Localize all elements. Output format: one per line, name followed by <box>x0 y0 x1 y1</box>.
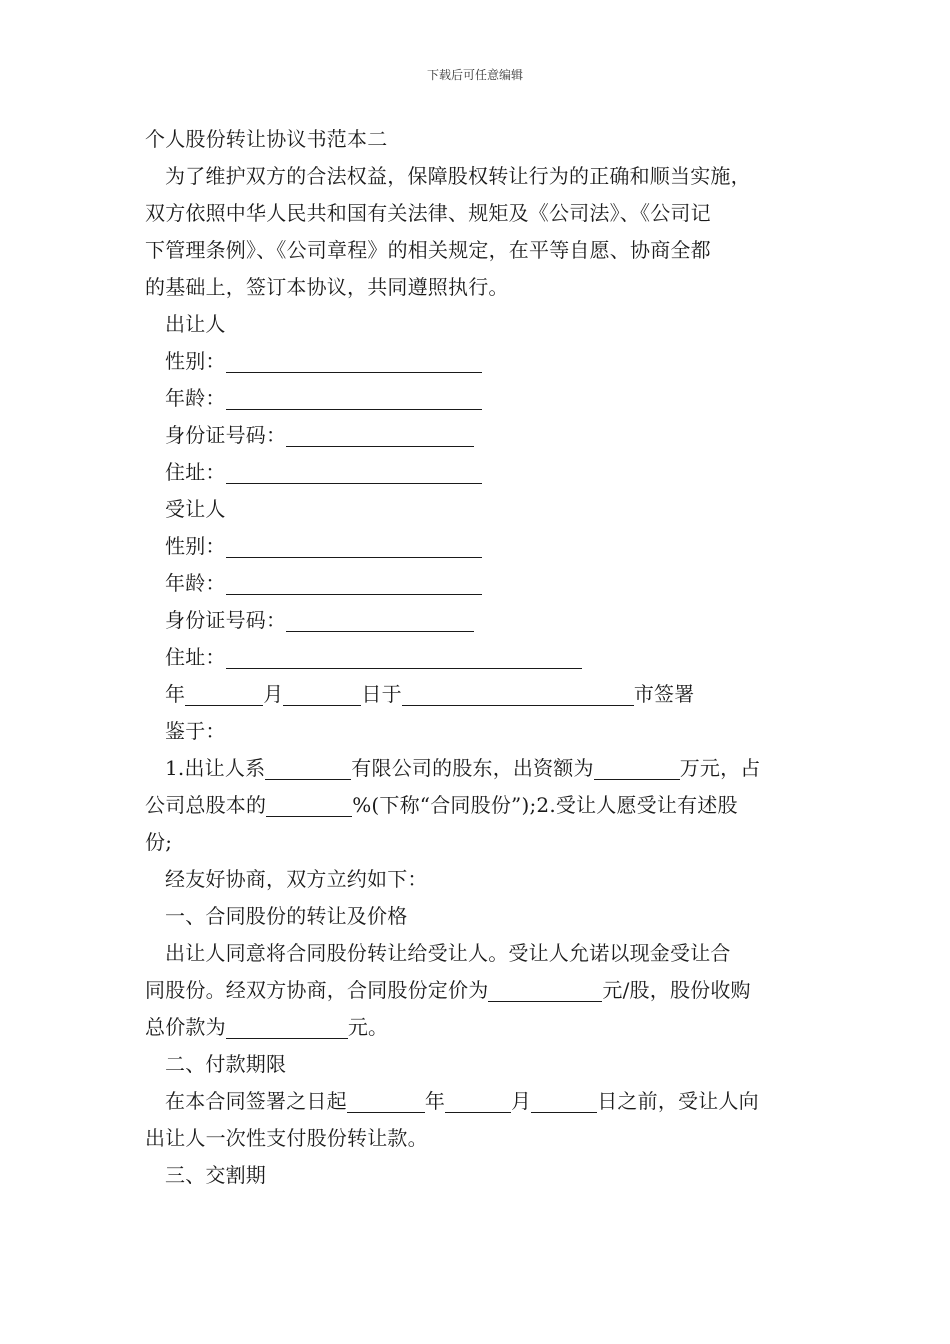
transferee-age-row <box>145 565 815 602</box>
transferee-age-blank <box>226 570 482 595</box>
document-body <box>145 121 815 1194</box>
whereas-label: 鉴于： <box>165 719 226 743</box>
payment-day-blank <box>531 1088 597 1113</box>
clause1-line-1 <box>145 750 815 787</box>
transferor-address-label: 住址： <box>165 460 226 484</box>
payment-month-blank <box>445 1088 511 1113</box>
clause1-text-e: %(下称“合同股份”);2.受让人愿受让有述股 <box>352 793 738 817</box>
transferor-id-label: 身份证号码： <box>165 423 287 447</box>
section2-line-2: 出让人一次性支付股份转让款。 <box>145 1126 428 1150</box>
transferor-age-row <box>145 380 815 417</box>
transferee-id-blank <box>286 607 474 632</box>
clause1-text-a: 1.出让人系 <box>165 756 266 780</box>
section2-text-1b: 年 <box>424 1089 446 1113</box>
transferor-age-blank <box>226 385 482 410</box>
section2-text-1a: 在本合同签署之日起 <box>165 1089 347 1113</box>
section2-heading: 二、付款期限 <box>165 1052 287 1076</box>
transferor-address-row <box>145 454 815 491</box>
transferee-id-label: 身份证号码： <box>165 608 287 632</box>
intro-line-2: 双方依照中华人民共和国有关法律、规矩及《公司法》、《公司记 <box>145 201 711 225</box>
transferor-gender-row <box>145 343 815 380</box>
capital-amount-blank <box>594 755 680 780</box>
section1-line-1: 出让人同意将合同股份转让给受让人。受让人允诺以现金受让合 <box>165 941 731 965</box>
transferor-gender-blank <box>226 348 482 373</box>
price-per-share-blank <box>488 977 602 1002</box>
transferee-id-row <box>145 602 815 639</box>
section1-line-2 <box>145 972 815 1009</box>
transferor-id-row <box>145 417 815 454</box>
clause1-line-3: 份; <box>145 830 173 854</box>
transferee-gender-blank <box>226 533 482 558</box>
sign-month-blank <box>283 681 361 706</box>
transferee-address-blank <box>226 644 582 669</box>
section2-text-1c: 月 <box>511 1089 532 1113</box>
document-title: 个人股份转让协议书范本二 <box>145 127 388 151</box>
section1-text-2b: 元/股，股份收购 <box>602 978 751 1002</box>
section1-text-2a: 同股份。经双方协商，合同股份定价为 <box>145 978 489 1002</box>
agreement-intro: 经友好协商，双方立约如下： <box>165 867 428 891</box>
clause1-text-b: 有限公司的股东，出资额为 <box>351 756 594 780</box>
section2-line-1 <box>145 1083 815 1120</box>
clause1-line-2 <box>145 787 815 824</box>
section2-text-1d: 日之前，受让人向 <box>597 1089 759 1113</box>
section3-heading: 三、交割期 <box>165 1163 266 1187</box>
company-name-blank <box>265 755 351 780</box>
section1-text-3b: 元。 <box>347 1015 389 1039</box>
intro-line-4: 的基础上，签订本协议，共同遵照执行。 <box>145 275 509 299</box>
transferor-age-label: 年龄： <box>165 386 226 410</box>
transferee-address-label: 住址： <box>165 645 226 669</box>
transferee-gender-label: 性别： <box>165 534 226 558</box>
transferee-address-row <box>145 639 815 676</box>
sign-city-blank <box>402 681 634 706</box>
sign-year-label: 年 <box>165 682 186 706</box>
sign-city-label: 市签署 <box>633 682 695 706</box>
section1-text-3a: 总价款为 <box>145 1015 226 1039</box>
transferor-gender-label: 性别： <box>165 349 226 373</box>
transferee-age-label: 年龄： <box>165 571 226 595</box>
section1-line-3 <box>145 1009 815 1046</box>
transferor-id-blank <box>286 422 474 447</box>
payment-year-blank <box>347 1088 425 1113</box>
intro-line-3: 下管理条例》、《公司章程》的相关规定，在平等自愿、协商全都 <box>145 238 711 262</box>
clause1-text-c: 万元，占 <box>679 756 761 780</box>
transferee-gender-row <box>145 528 815 565</box>
page-header-note: 下载后可任意编辑 <box>426 68 523 82</box>
sign-day-label: 日于 <box>361 682 402 706</box>
intro-line-1: 为了维护双方的合法权益，保障股权转让行为的正确和顺当实施， <box>165 164 751 188</box>
transferor-address-blank <box>226 459 482 484</box>
total-price-blank <box>226 1014 348 1039</box>
clause1-text-d: 公司总股本的 <box>145 793 267 817</box>
transferor-heading: 出让人 <box>165 312 226 336</box>
sign-year-blank <box>185 681 263 706</box>
share-percent-blank <box>266 792 352 817</box>
transferee-heading: 受让人 <box>165 497 226 521</box>
sign-month-label: 月 <box>263 682 284 706</box>
signing-date-row <box>145 676 815 713</box>
section1-heading: 一、合同股份的转让及价格 <box>165 904 408 928</box>
